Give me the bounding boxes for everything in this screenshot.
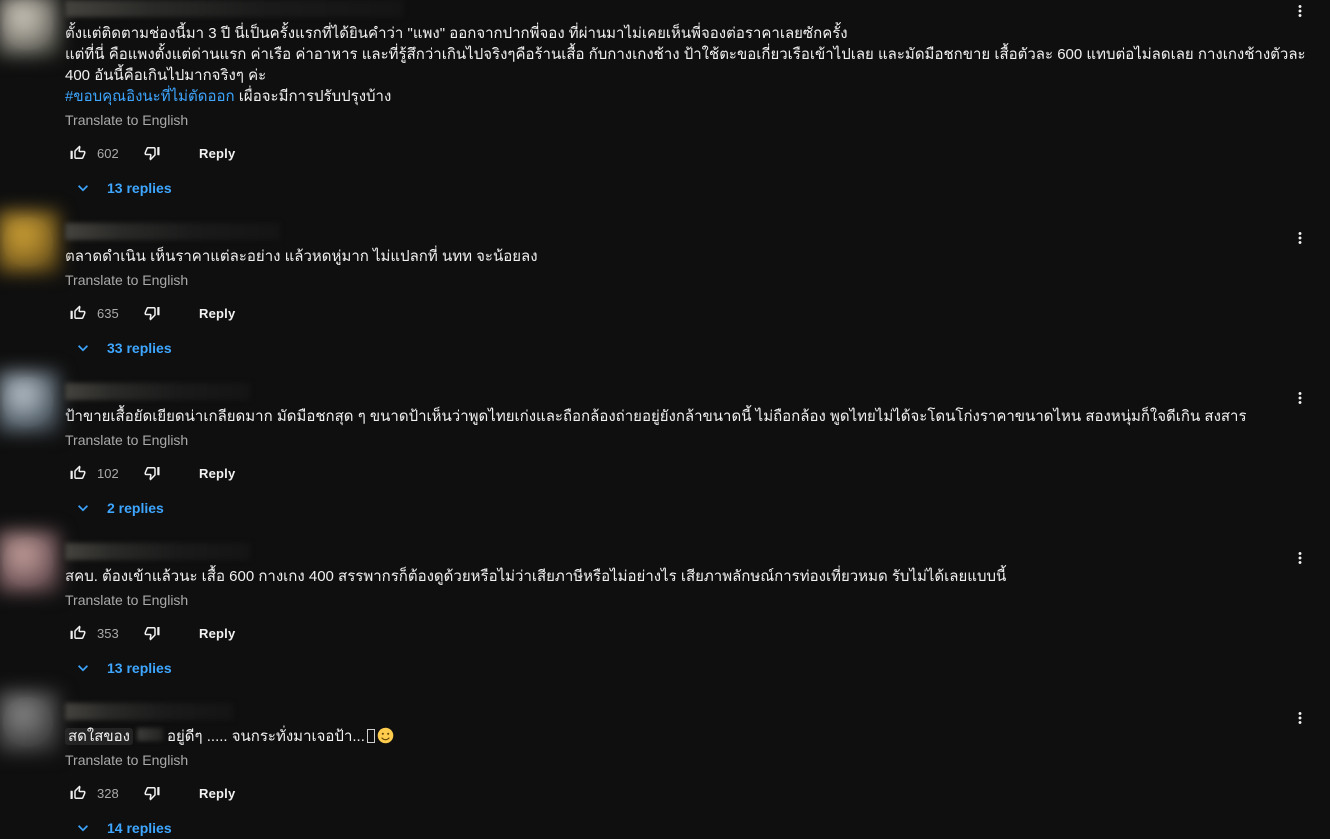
replies-toggle-label: 2 replies xyxy=(107,500,164,516)
comment-options-button[interactable] xyxy=(1288,387,1312,411)
like-button[interactable] xyxy=(69,624,87,642)
comment-body xyxy=(65,0,1318,199)
replies-toggle-label: 14 replies xyxy=(107,820,172,836)
chevron-down-icon xyxy=(73,658,93,678)
thumb-up-icon xyxy=(69,784,87,802)
avatar-blurred-image xyxy=(0,531,59,594)
thumb-down-icon xyxy=(143,624,161,642)
reply-button[interactable]: Reply xyxy=(199,625,236,641)
like-count: 635 xyxy=(97,305,119,321)
dislike-button[interactable] xyxy=(143,784,161,802)
comment-action-row xyxy=(65,303,1318,323)
dislike-button[interactable] xyxy=(143,144,161,162)
comment-action-row xyxy=(65,623,1318,643)
avatar[interactable] xyxy=(3,217,53,267)
translate-button[interactable]: Translate to English xyxy=(65,752,189,768)
replies-toggle[interactable] xyxy=(65,177,1318,199)
avatar[interactable] xyxy=(3,0,53,50)
comment-thread xyxy=(3,537,1330,679)
username-redacted[interactable] xyxy=(65,383,250,400)
chevron-down-icon xyxy=(73,498,93,518)
comment-action-row xyxy=(65,143,1318,163)
dislike-button[interactable] xyxy=(143,304,161,322)
comment-thread xyxy=(3,0,1330,199)
avatar-blurred-image xyxy=(0,691,59,754)
like-button[interactable] xyxy=(69,144,87,162)
dislike-button[interactable] xyxy=(143,464,161,482)
translate-button[interactable]: Translate to English xyxy=(65,432,189,448)
replies-toggle[interactable] xyxy=(65,817,1318,839)
hashtag-link[interactable]: #ขอบคุณอิงนะที่ไม่ตัดออก xyxy=(65,88,235,105)
translate-button[interactable]: Translate to English xyxy=(65,112,189,128)
comment-text xyxy=(65,726,1318,747)
missing-glyph-box xyxy=(367,729,375,743)
like-button[interactable] xyxy=(69,304,87,322)
avatar-blurred-image xyxy=(0,0,59,56)
replies-toggle-label: 13 replies xyxy=(107,180,172,196)
replies-toggle-label: 13 replies xyxy=(107,660,172,676)
thumb-down-icon xyxy=(143,304,161,322)
username-redacted[interactable] xyxy=(65,0,403,17)
translate-button[interactable]: Translate to English xyxy=(65,272,189,288)
kebab-menu-icon xyxy=(1291,709,1309,730)
comment-text xyxy=(65,23,1318,107)
kebab-menu-icon xyxy=(1291,389,1309,410)
reply-button[interactable]: Reply xyxy=(199,785,236,801)
comment-options-button[interactable] xyxy=(1288,547,1312,571)
avatar-blurred-image xyxy=(0,211,59,274)
avatar[interactable] xyxy=(3,697,53,747)
like-count: 602 xyxy=(97,145,119,161)
chevron-down-icon xyxy=(73,818,93,838)
comment-action-row xyxy=(65,783,1318,803)
username-redacted[interactable] xyxy=(65,543,250,560)
comment-text xyxy=(65,246,1318,267)
thumb-up-icon xyxy=(69,624,87,642)
text-segment: ป้าขายเสื้อยัดเยียดน่าเกลียดมาก มัดมือชกสุด ๆ ขนาดป้าเห็นว่าพูดไทยเก่งและถือกล้องถ่ายอยู่ยังกล้าขนาดนี้ ไม่ถือกล้อง พูดไทยไม่ได้จะโดนโก่งราคาขนาดไหน สองหนุ่มก็ใจดีเกิน สงสาร xyxy=(65,408,1247,425)
like-count: 328 xyxy=(97,785,119,801)
replies-toggle-label: 33 replies xyxy=(107,340,172,356)
kebab-menu-icon xyxy=(1291,229,1309,250)
username-redacted[interactable] xyxy=(65,223,280,240)
comment-options-button[interactable] xyxy=(1288,707,1312,731)
dislike-button[interactable] xyxy=(143,624,161,642)
text-segment: เผื่อจะมีการปรับปรุงบ้าง xyxy=(234,88,392,105)
like-count: 102 xyxy=(97,465,119,481)
avatar-blurred-image xyxy=(0,371,59,434)
thumb-up-icon xyxy=(69,464,87,482)
comment-options-button[interactable] xyxy=(1288,0,1312,24)
thumb-down-icon xyxy=(143,464,161,482)
replies-toggle[interactable] xyxy=(65,337,1318,359)
comment-body xyxy=(65,697,1318,839)
comment-body xyxy=(65,537,1318,679)
comment-thread xyxy=(3,697,1330,839)
kebab-menu-icon xyxy=(1291,549,1309,570)
thumb-down-icon xyxy=(143,784,161,802)
text-segment: ตั้งแต่ติดตามช่องนี้มา 3 ปี นี่เป็นครั้งแรกที่ได้ยินคำว่า "แพง" ออกจากปากพี่จอง ที่ผ่านมาไม่เคยเห็นพี่จองต่อราคาเลยซักครั้ง xyxy=(65,25,848,42)
chevron-down-icon xyxy=(73,338,93,358)
kebab-menu-icon xyxy=(1291,2,1309,23)
text-segment: อยู่ดีๆ ..... จนกระทั่งมาเจอป้า... xyxy=(166,728,365,745)
comment-thread xyxy=(3,217,1330,359)
text-segment: ตลาดดำเนิน เห็นราคาแต่ละอย่าง แล้วหดหู่มาก ไม่แปลกที่ นทท จะน้อยลง xyxy=(65,248,538,265)
redacted-text-segment: สดใสของ xyxy=(65,728,133,745)
comment-text xyxy=(65,566,1318,587)
chevron-down-icon xyxy=(73,178,93,198)
like-button[interactable] xyxy=(69,464,87,482)
slightly-smiling-face-emoji xyxy=(377,727,394,744)
translate-button[interactable]: Translate to English xyxy=(65,592,189,608)
comment-options-button[interactable] xyxy=(1288,227,1312,251)
thumb-up-icon xyxy=(69,304,87,322)
text-segment: แต่ที่นี่ คือแพงตั้งแต่ด่านแรก ค่าเรือ ค่าอาหาร และที่รู้สึกว่าเกินไปจริงๆคือร้านเสื้อ กับกางเกงช้าง ป้าใช้ตะขอเกี่ยวเรือเข้าไปเลย และมัดมือชกขาย เสื้อตัวละ 600 แทบต่อไม่ลดเลย กางเกงช้างตัวละ 400 อันนี้คือเกินไปมากจริงๆ ค่ะ xyxy=(65,46,1310,84)
avatar[interactable] xyxy=(3,377,53,427)
avatar[interactable] xyxy=(3,537,53,587)
thumb-up-icon xyxy=(69,144,87,162)
replies-toggle[interactable] xyxy=(65,657,1318,679)
reply-button[interactable]: Reply xyxy=(199,145,236,161)
comment-thread xyxy=(3,377,1330,519)
username-redacted[interactable] xyxy=(65,703,233,720)
replies-toggle[interactable] xyxy=(65,497,1318,519)
comment-body xyxy=(65,377,1318,519)
text-segment: สคบ. ต้องเข้าแล้วนะ เสื้อ 600 กางเกง 400 สรรพากรก็ต้องดูด้วยหรือไม่ว่าเสียภาษีหรือไม่อย่างไร เสียภาพลักษณ์การท่องเที่ยวหมด รับไม่ได้เลยแบบนี้ xyxy=(65,568,1007,585)
thumb-down-icon xyxy=(143,144,161,162)
comment-body xyxy=(65,217,1318,359)
reply-button[interactable]: Reply xyxy=(199,465,236,481)
comment-text xyxy=(65,406,1318,427)
comment-action-row xyxy=(65,463,1318,483)
inline-redaction-blur xyxy=(137,728,163,741)
like-count: 353 xyxy=(97,625,119,641)
like-button[interactable] xyxy=(69,784,87,802)
reply-button[interactable]: Reply xyxy=(199,305,236,321)
